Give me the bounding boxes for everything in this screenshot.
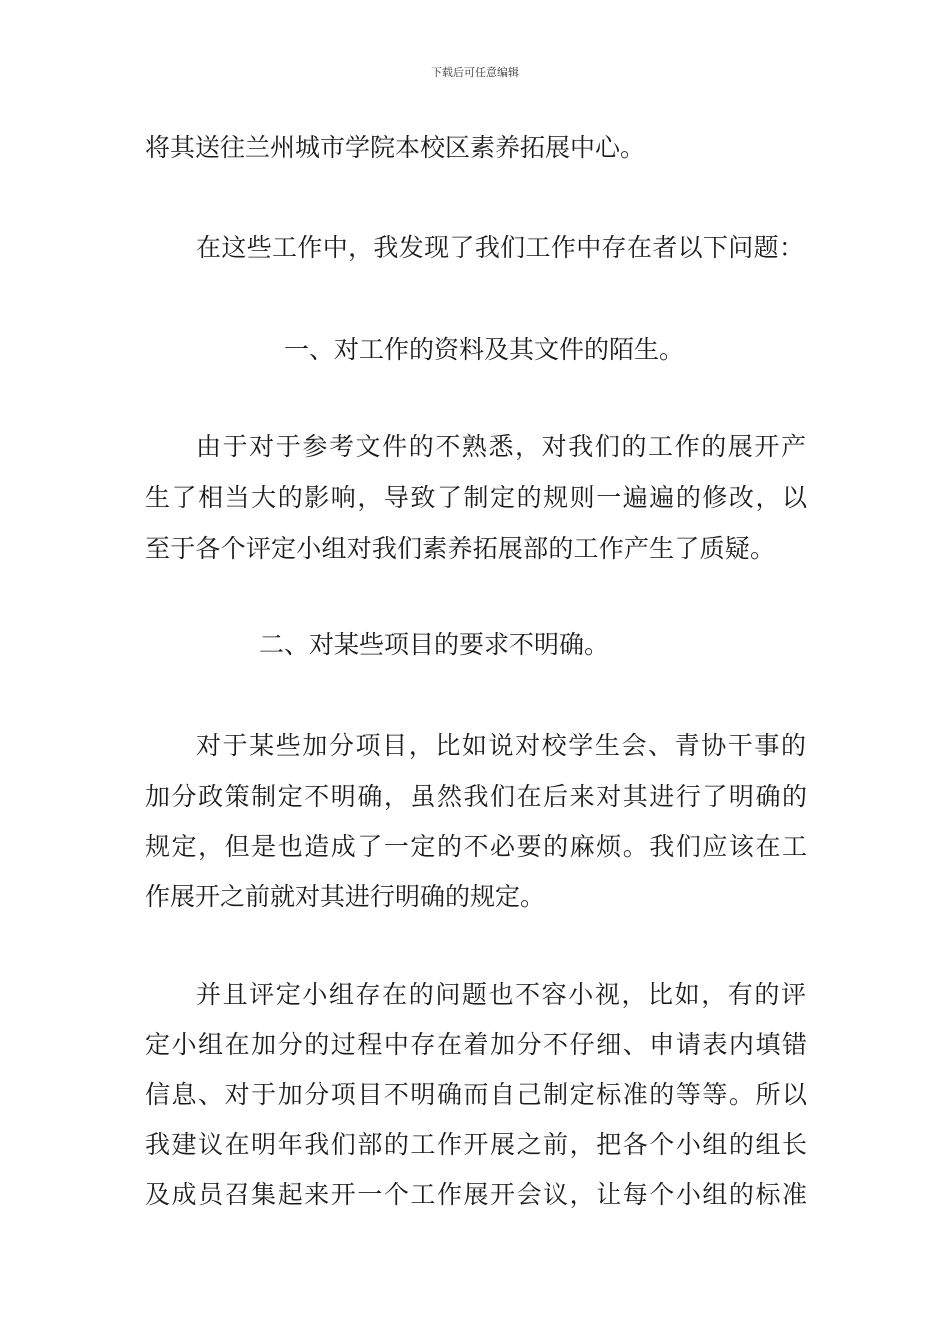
paragraph-4-line-4: 作展开之前就对其进行明确的规定。 xyxy=(145,882,546,911)
paragraph-4-line-2: 加分政策制定不明确，虽然我们在后来对其进行了明确的 xyxy=(145,782,807,811)
section-heading-2: 二、对某些项目的要求不明确。 xyxy=(259,630,610,659)
paragraph-5-line-2: 定小组在加分的过程中存在着加分不仔细、申请表内填错 xyxy=(145,1030,807,1059)
paragraph-3-line-1: 由于对于参考文件的不熟悉，对我们的工作的展开产 xyxy=(196,432,806,461)
paragraph-3-line-3: 至于各个评定小组对我们素养拓展部的工作产生了质疑。 xyxy=(145,534,775,563)
paragraph-5-line-4: 我建议在明年我们部的工作开展之前，把各个小组的组长 xyxy=(145,1130,807,1159)
paragraph-3-line-2: 生了相当大的影响，导致了制定的规则一遍遍的修改，以 xyxy=(145,483,807,512)
paragraph-5-line-3: 信息、对于加分项目不明确而自己制定标准的等等。所以 xyxy=(145,1080,807,1109)
page-header: 下载后可任意编辑 xyxy=(431,66,519,79)
paragraph-4-line-1: 对于某些加分项目，比如说对校学生会、青协干事的 xyxy=(196,731,806,760)
paragraph-2-line-1: 在这些工作中，我发现了我们工作中存在者以下问题： xyxy=(196,233,804,262)
section-heading-1: 一、对工作的资料及其文件的陌生。 xyxy=(284,335,685,364)
paragraph-4-line-3: 规定，但是也造成了一定的不必要的麻烦。我们应该在工 xyxy=(145,832,807,861)
paragraph-5-line-1: 并且评定小组存在的问题也不容小视，比如，有的评 xyxy=(196,980,806,1009)
paragraph-1-line-1: 将其送往兰州城市学院本校区素养拓展中心。 xyxy=(145,133,646,162)
paragraph-5-line-5: 及成员召集起来开一个工作展开会议，让每个小组的标准 xyxy=(145,1180,807,1209)
